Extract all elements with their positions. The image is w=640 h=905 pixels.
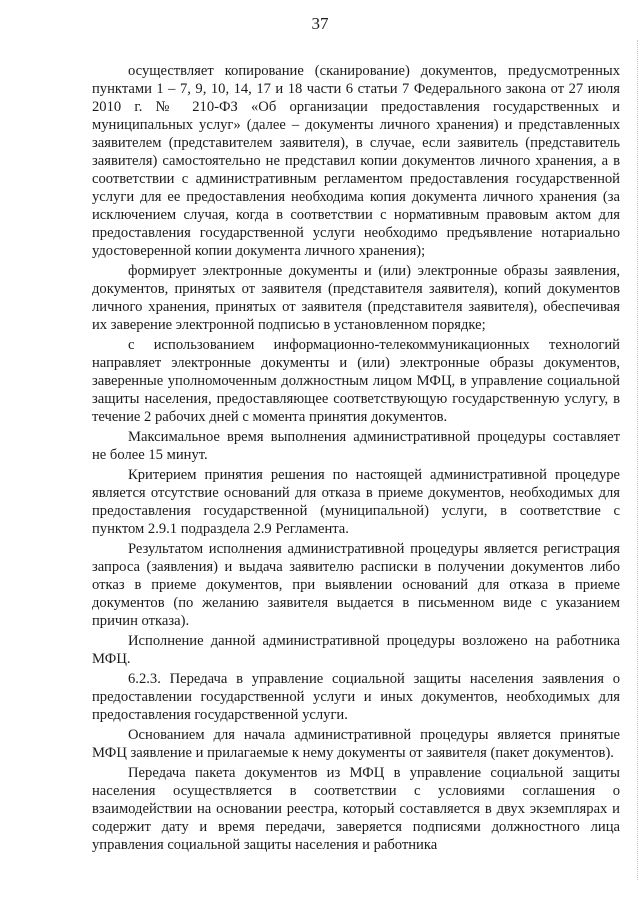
section-heading-6-2-3: 6.2.3. Передача в управление социальной защиты населения заявления о предоставлении государственной услуги и иных документов, необходимых для предоставления государственной услуги. (92, 671, 620, 723)
body-text (92, 62, 620, 854)
paragraph-electronic-documents: формирует электронные документы и (или) электронные образы заявления, документов, принятых от заявителя (представителя заявителя), копий документов личного хранения, принятых от заявителя (представителя заявителя), обеспечивая их заверение электронной подписью в установленном порядке; (92, 263, 620, 333)
paragraph-max-time: Максимальное время выполнения административной процедуры составляет не более 15 минут. (92, 429, 620, 463)
paragraph-basis: Основанием для начала административной процедуры является принятые МФЦ заявление и прилагаемые к нему документы от заявителя (пакет документов). (92, 727, 620, 761)
paragraph-sending-documents: с использованием информационно-телекоммуникационных технологий направляет электронные документы и (или) электронные образы документов, заверенные уполномоченным должностным лицом МФЦ, в управление социальной защиты населения, предоставляющее соответствующую государственную услугу, в течение 2 рабочих дней с момента принятия документов. (92, 337, 620, 425)
paragraph-transfer: Передача пакета документов из МФЦ в управление социальной защиты населения осуществляется в соответствии с условиями соглашения о взаимодействии на основании реестра, который составляется в двух экземплярах и содержит дату и время передачи, заверяется подписями должностного лица управления социальной защиты населения и работника (92, 765, 620, 853)
paragraph-result: Результатом исполнения административной процедуры является регистрация запроса (заявления) и выдача заявителю расписки в получении документов либо отказ в приеме документов, при выявлении оснований для отказа в приеме документов (по желанию заявителя выдается в письменном виде с указанием причин отказа). (92, 541, 620, 629)
paragraph-executor: Исполнение данной административной процедуры возложено на работника МФЦ. (92, 633, 620, 667)
page-number: 37 (311, 14, 329, 33)
scan-margin-marks (629, 40, 638, 880)
paragraph-decision-criterion: Критерием принятия решения по настоящей административной процедуре является отсутствие оснований для отказа в приеме документов, необходимых для предоставления государственной (муниципальной) услуги, в соответствие с пунктом 2.9.1 подраздела 2.9 Регламента. (92, 467, 620, 537)
paragraph-copying-documents: осуществляет копирование (сканирование) документов, предусмотренных пунктами 1 – 7, 9, 10, 14, 17 и 18 части 6 статьи 7 Федерального закона от 27 июля 2010 г. № 210-ФЗ «Об организации предоставления государственных и муниципальных услуг» (далее – документы личного хранения) и представленных заявителем (представителем заявителя), в случае, если заявитель (представитель заявителя) самостоятельно не представил копии документов личного хранения, а в соответствии с административным регламентом предоставления государственной услуги для ее предоставления необходима копия документа личного хранения (за исключением случая, когда в соответствии с нормативным правовым актом для предоставления государственной услуги необходимо предъявление нотариально удостоверенной копии документа личного хранения); (92, 63, 620, 259)
